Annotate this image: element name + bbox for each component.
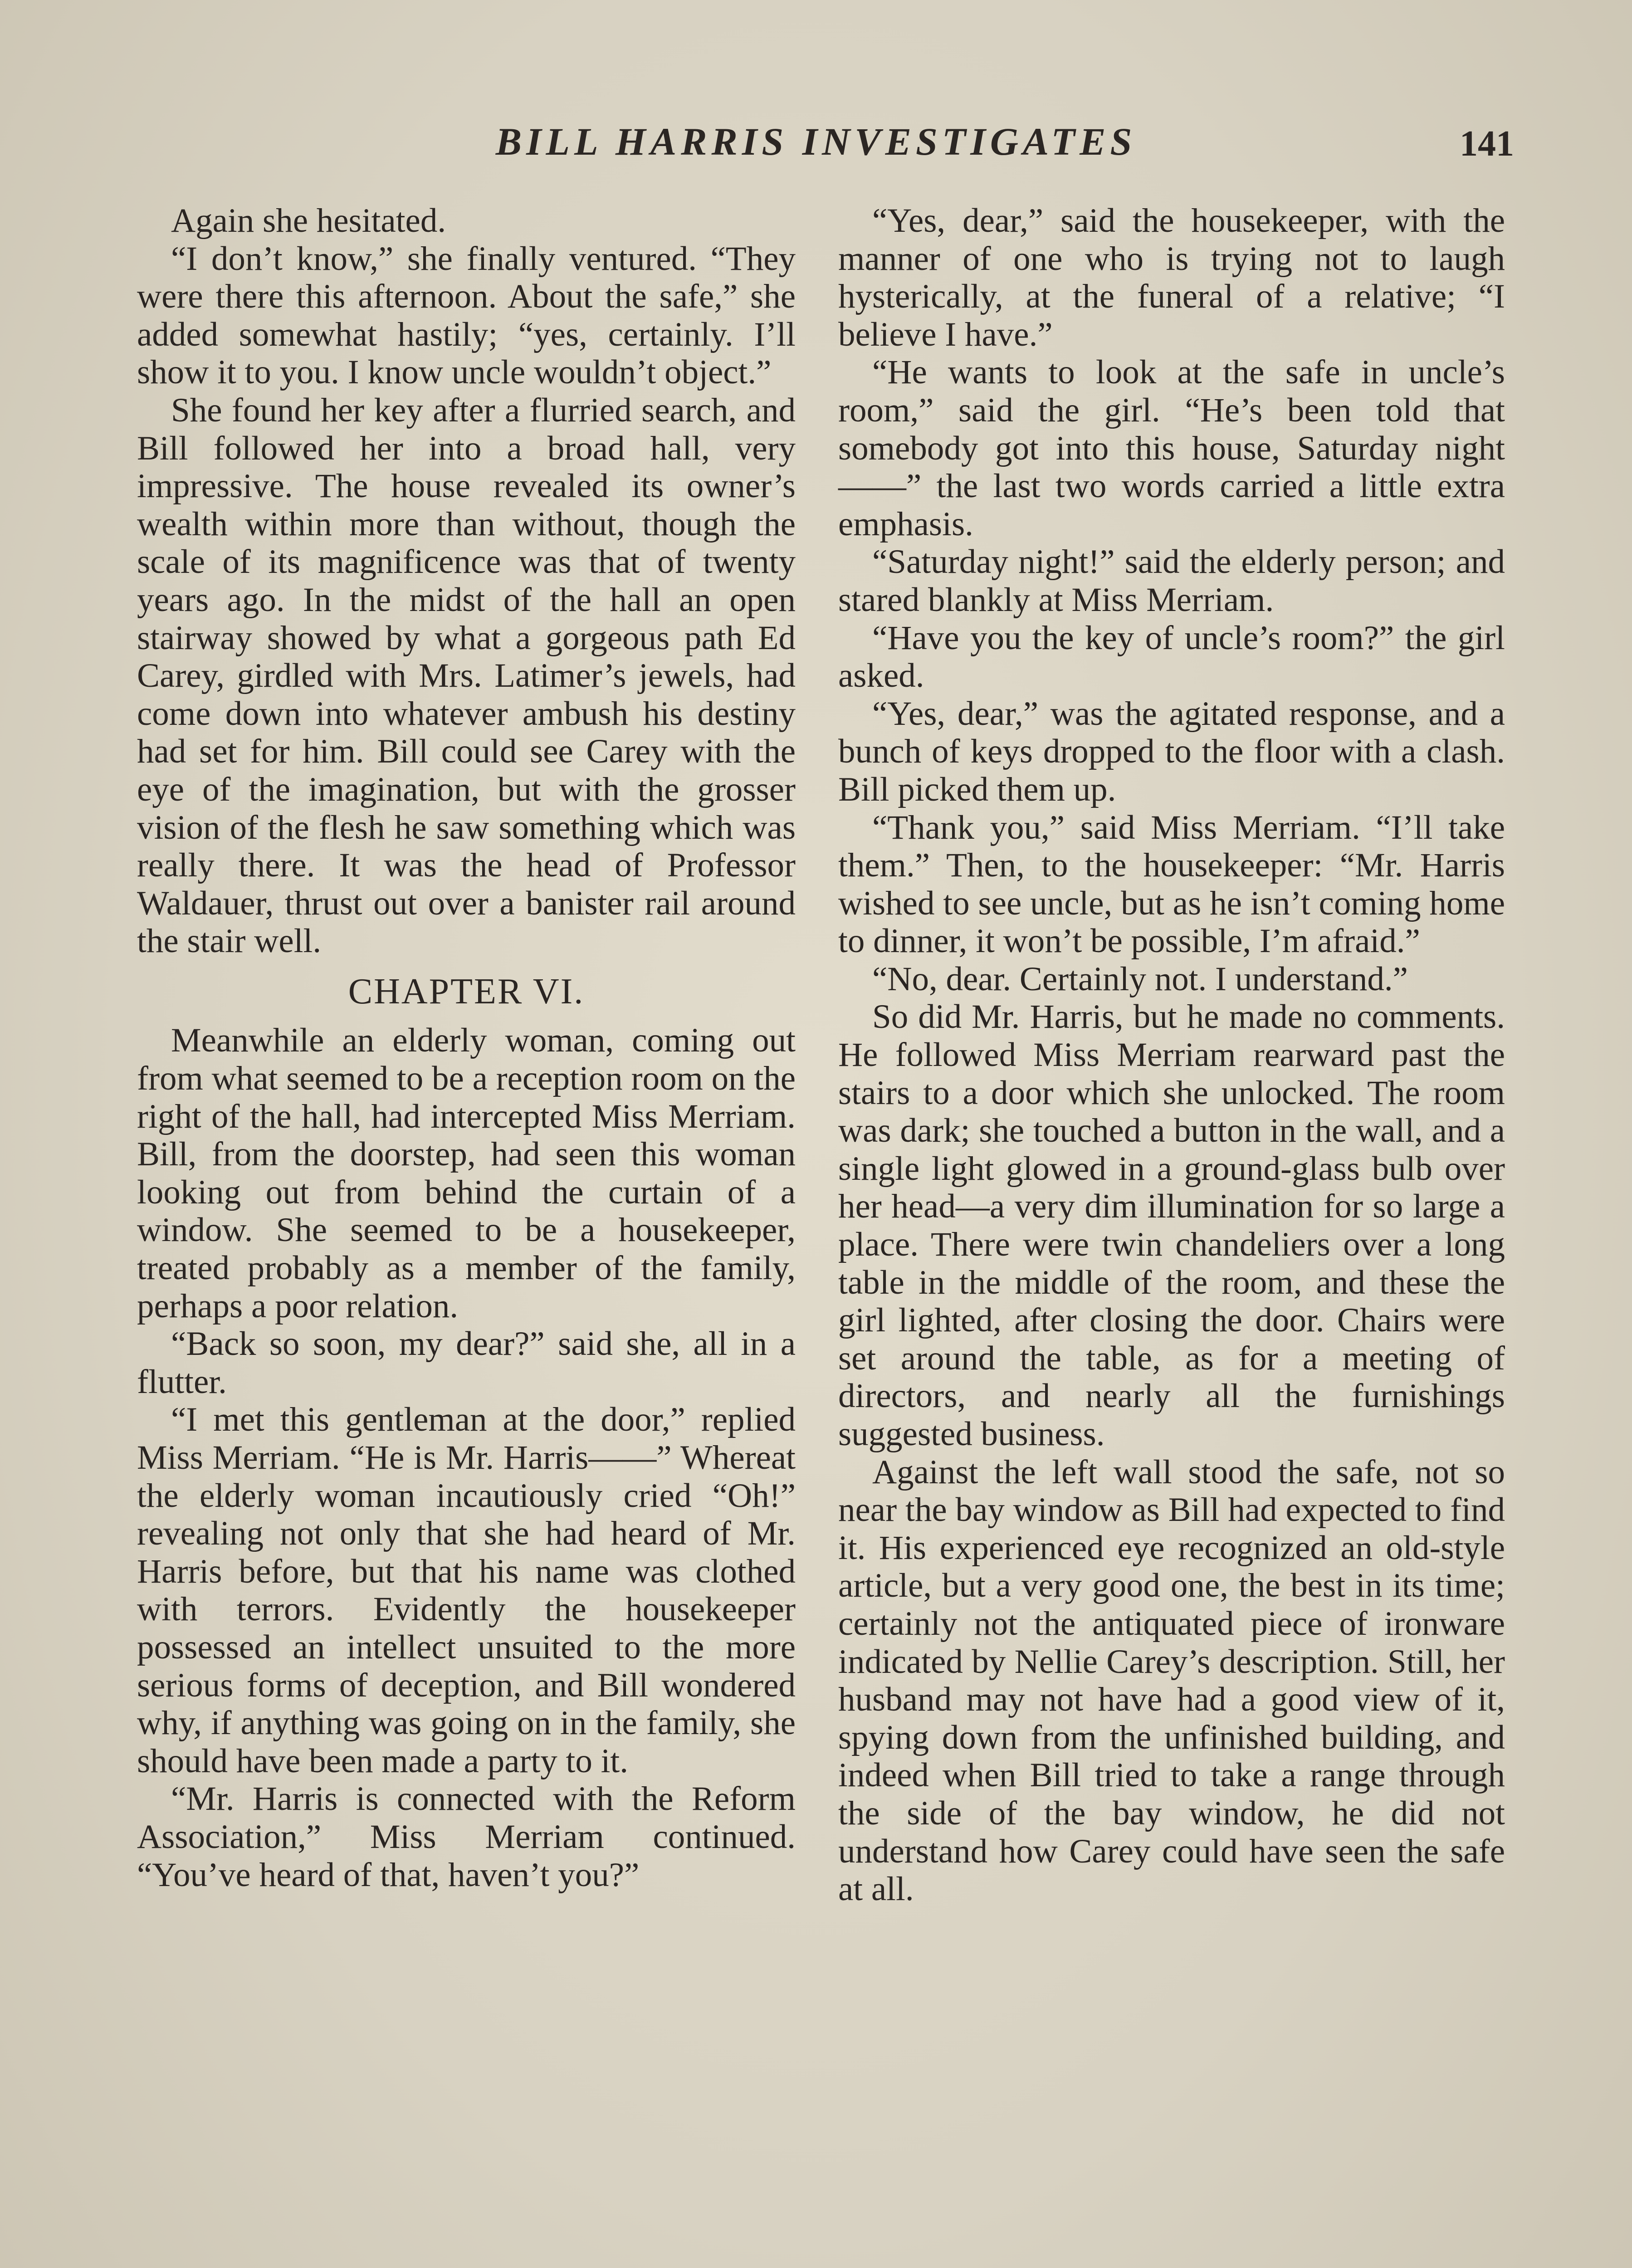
page-number: 141 xyxy=(1460,124,1514,164)
paragraph: “Yes, dear,” was the agitated response, and a bunch of keys dropped to the floor with a clash. Bill picked them up. xyxy=(838,694,1505,808)
left-column xyxy=(137,202,796,1894)
paragraph: She found her key after a flurried search, and Bill followed her into a broad hall, very impressive. The house revealed its owner’s wealth within more than without, though the scale of its magnificence was that of twenty years ago. In the midst of the hall an open stairway showed by what a gorgeous path Ed Carey, girdled with Mrs. Latimer’s jewels, had come down into whatever ambush his destiny had set for him. Bill could see Carey with the eye of the imagination, but with the grosser vision of the flesh he saw something which was really there. It was the head of Professor Waldauer, thrust out over a banister rail around the stair well. xyxy=(137,391,796,960)
paragraph: Against the left wall stood the safe, not so near the bay window as Bill had expected to find it. His experienced eye recognized an old-style article, but a very good one, the best in its time; certainly not the antiquated piece of ironware indicated by Nellie Carey’s description. Still, her husband may not have had a good view of it, spying down from the unfinished building, and indeed when Bill tried to take a range through the side of the bay window, he did not understand how Carey could have seen the safe at all. xyxy=(838,1453,1505,1908)
paragraph: “Thank you,” said Miss Merriam. “I’ll take them.” Then, to the housekeeper: “Mr. Harris wished to see uncle, but as he isn’t coming home to dinner, it won’t be possible, I’m afraid.” xyxy=(838,808,1505,960)
chapter-heading: CHAPTER VI. xyxy=(348,971,585,1012)
running-header-title: BILL HARRIS INVESTIGATES xyxy=(495,120,1137,163)
paragraph: “Back so soon, my dear?” said she, all in a flutter. xyxy=(137,1325,796,1401)
paragraph: “Saturday night!” said the elderly person; and stared blankly at Miss Merriam. xyxy=(838,543,1505,619)
paragraph: “No, dear. Certainly not. I understand.” xyxy=(872,960,1408,998)
paragraph: “He wants to look at the safe in uncle’s room,” said the girl. “He’s been told that somebody got into this house, Saturday night——” the last two words carried a little extra emphasis. xyxy=(838,353,1505,543)
paragraph: “Have you the key of uncle’s room?” the girl asked. xyxy=(838,619,1505,695)
paragraph: “I don’t know,” she finally ventured. “They were there this afternoon. About the safe,” she added somewhat hastily; “yes, certainly. I’ll show it to you. I know uncle wouldn’t object.” xyxy=(137,240,796,391)
right-column xyxy=(838,202,1505,1908)
paragraph: Again she hesitated. xyxy=(171,202,446,240)
paragraph: “I met this gentleman at the door,” replied Miss Merriam. “He is Mr. Harris——” Whereat the elderly woman incautiously cried “Oh!” revealing not only that she had heard of Mr. Harris before, but that his name was clothed with terrors. Evidently the housekeeper possessed an intellect unsuited to the more serious forms of deception, and Bill wondered why, if anything was going on in the family, she should have been made a party to it. xyxy=(137,1401,796,1780)
paragraph: “Yes, dear,” said the housekeeper, with the manner of one who is trying not to laugh hysterically, at the funeral of a relative; “I believe I have.” xyxy=(838,202,1505,353)
paragraph: Meanwhile an elderly woman, coming out from what seemed to be a reception room on the right of the hall, had intercepted Miss Merriam. Bill, from the doorstep, had seen this woman looking out from behind the curtain of a window. She seemed to be a housekeeper, treated probably as a member of the family, perhaps a poor relation. xyxy=(137,1022,796,1325)
paragraph: “Mr. Harris is connected with the Reform Association,” Miss Merriam continued. “You’ve heard of that, haven’t you?” xyxy=(137,1780,796,1894)
paragraph: So did Mr. Harris, but he made no comments. He followed Miss Merriam rearward past the stairs to a door which she unlocked. The room was dark; she touched a button in the wall, and a single light glowed in a ground-glass bulb over her head—a very dim illumination for so large a place. There were twin chandeliers over a long table in the middle of the room, and these the girl lighted, after closing the door. Chairs were set around the table, as for a meeting of directors, and nearly all the furnishings suggested business. xyxy=(838,998,1505,1453)
